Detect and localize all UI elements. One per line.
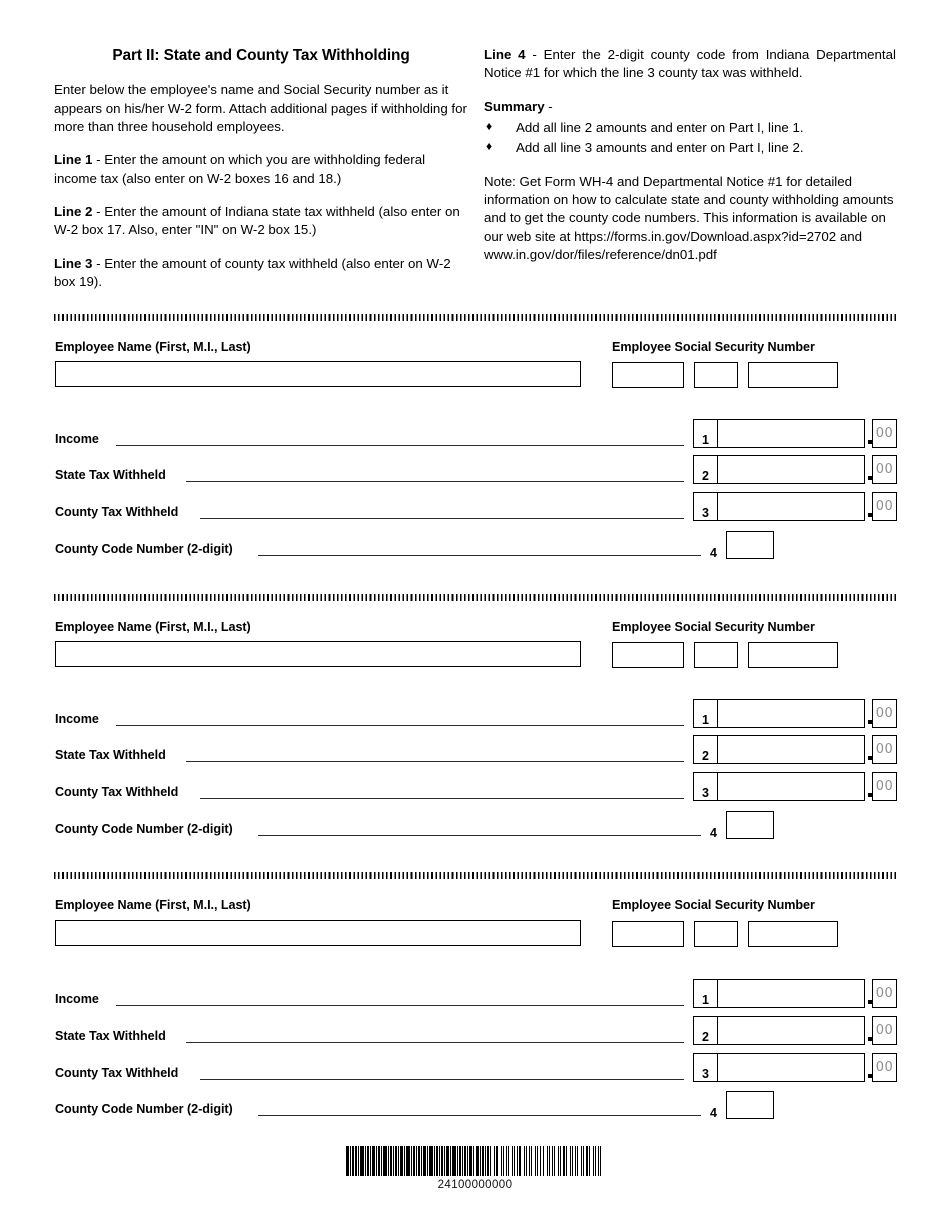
county-tax-leader-line [200, 1079, 684, 1081]
state-tax-label: State Tax Withheld [55, 1029, 166, 1043]
summary-heading [484, 98, 896, 116]
ssn-label: Employee Social Security Number [612, 340, 815, 354]
state-tax-leader-line [186, 481, 684, 483]
income-cents-box: 00 [872, 419, 897, 448]
barcode-section [0, 1133, 950, 1191]
line-number-1: 1 [694, 700, 718, 727]
income-cents-box: 00 [872, 979, 897, 1008]
instructions-section [54, 46, 896, 301]
line-number-4: 4 [710, 546, 717, 560]
line2-label: Line 2 [54, 203, 93, 219]
ssn-part1-input[interactable] [612, 921, 684, 947]
income-leader-line [116, 725, 684, 727]
county-code-row [0, 528, 950, 558]
line3-paragraph [54, 255, 468, 292]
income-amount-box[interactable] [693, 419, 865, 448]
state-tax-amount-input[interactable] [718, 456, 864, 483]
employee-name-label: Employee Name (First, M.I., Last) [55, 620, 251, 634]
barcode-number: 24100000000 [437, 1179, 513, 1191]
state-tax-leader-line [186, 761, 684, 763]
ssn-part2-input[interactable] [694, 642, 738, 668]
state-tax-leader-line [186, 1042, 684, 1044]
section-separator-2 [54, 594, 896, 601]
income-cents-box: 00 [872, 699, 897, 728]
income-label: Income [55, 992, 99, 1006]
income-leader-line [116, 445, 684, 447]
county-code-input[interactable] [726, 811, 774, 839]
employee-name-input[interactable] [55, 920, 581, 946]
line-number-1: 1 [694, 980, 718, 1007]
income-label: Income [55, 432, 99, 446]
county-tax-leader-line [200, 518, 684, 520]
line4-paragraph [484, 46, 896, 83]
line2-paragraph [54, 203, 468, 240]
county-code-label: County Code Number (2-digit) [55, 542, 233, 556]
income-label: Income [55, 712, 99, 726]
county-code-leader-line [258, 555, 701, 557]
county-code-input[interactable] [726, 1091, 774, 1119]
summary-bullet-text: Add all line 3 amounts and enter on Part I, line 2. [516, 140, 804, 156]
section-separator-1 [54, 314, 896, 321]
ssn-part1-input[interactable] [612, 362, 684, 388]
employee-name-label: Employee Name (First, M.I., Last) [55, 898, 251, 912]
county-tax-amount-box[interactable] [693, 1053, 865, 1082]
ssn-part1-input[interactable] [612, 642, 684, 668]
ssn-part3-input[interactable] [748, 362, 838, 388]
line2-text: - Enter the amount of Indiana state tax withheld (also enter on W-2 box 17. Also, enter "IN" on W-2 box 15.) [54, 203, 460, 238]
ssn-label: Employee Social Security Number [612, 898, 815, 912]
instructions-right-column [484, 46, 896, 264]
county-code-row [0, 808, 950, 838]
summary-label: Summary [484, 98, 545, 114]
county-code-label: County Code Number (2-digit) [55, 1102, 233, 1116]
state-tax-label: State Tax Withheld [55, 468, 166, 482]
ssn-part2-input[interactable] [694, 921, 738, 947]
summary-bullet-list [484, 119, 896, 158]
line-number-2: 2 [694, 456, 718, 483]
line-number-2: 2 [694, 1017, 718, 1044]
line-number-3: 3 [694, 1054, 718, 1081]
county-tax-cents-box: 00 [872, 492, 897, 521]
line-number-1: 1 [694, 420, 718, 447]
income-amount-box[interactable] [693, 699, 865, 728]
state-tax-amount-input[interactable] [718, 1017, 864, 1044]
line4-label: Line 4 [484, 47, 526, 62]
ssn-part2-input[interactable] [694, 362, 738, 388]
form-barcode [346, 1146, 605, 1176]
line1-paragraph [54, 151, 468, 188]
county-tax-label: County Tax Withheld [55, 505, 179, 519]
county-code-input[interactable] [726, 531, 774, 559]
county-tax-label: County Tax Withheld [55, 1066, 179, 1080]
state-tax-amount-box[interactable] [693, 455, 865, 484]
state-tax-amount-box[interactable] [693, 735, 865, 764]
summary-bullet-text: Add all line 2 amounts and enter on Part I, line 1. [516, 120, 804, 136]
income-amount-box[interactable] [693, 979, 865, 1008]
income-amount-input[interactable] [718, 420, 864, 447]
county-tax-cents-box: 00 [872, 772, 897, 801]
line3-text: - Enter the amount of county tax withheld (also enter on W-2 box 19). [54, 255, 451, 289]
state-tax-label: State Tax Withheld [55, 748, 166, 762]
state-tax-cents-box: 00 [872, 455, 897, 484]
line1-label: Line 1 [54, 152, 93, 168]
county-code-row [0, 1088, 950, 1118]
line-number-3: 3 [694, 493, 718, 520]
county-tax-cents-box: 00 [872, 1053, 897, 1082]
state-tax-cents-box: 00 [872, 735, 897, 764]
summary-bullet-item [484, 119, 896, 137]
employee-name-input[interactable] [55, 641, 581, 667]
state-tax-cents-box: 00 [872, 1016, 897, 1045]
county-tax-amount-input[interactable] [718, 493, 864, 520]
income-leader-line [116, 1005, 684, 1007]
county-tax-amount-box[interactable] [693, 492, 865, 521]
county-tax-amount-input[interactable] [718, 773, 864, 800]
line-number-2: 2 [694, 736, 718, 763]
section-separator-3 [54, 872, 896, 879]
line-number-3: 3 [694, 773, 718, 800]
county-tax-leader-line [200, 798, 684, 800]
line1-text: - Enter the amount on which you are withholding federal income tax (also enter on W-2 boxes 16 and 18.) [54, 152, 426, 186]
ssn-label: Employee Social Security Number [612, 620, 815, 634]
line4-text: - Enter the 2-digit county code from Indiana Departmental Notice #1 for which the line 3 county tax was withheld. [484, 47, 896, 81]
employee-name-input[interactable] [55, 361, 581, 387]
note-paragraph: Note: Get Form WH-4 and Departmental Notice #1 for detailed information on how to calculate state and county withholding amounts and to get the county code numbers. This information is available on our web site at https://forms.in.gov/Download.aspx?id=2702 and www.in.gov/dor/files/reference/dn01.pdf [484, 173, 894, 263]
county-code-leader-line [258, 835, 701, 837]
employee-name-label: Employee Name (First, M.I., Last) [55, 340, 251, 354]
county-tax-amount-input[interactable] [718, 1054, 864, 1081]
summary-bullet-item [484, 139, 896, 157]
line-number-4: 4 [710, 1106, 717, 1120]
state-tax-amount-box[interactable] [693, 1016, 865, 1045]
line3-label: Line 3 [54, 255, 93, 271]
income-amount-input[interactable] [718, 700, 864, 727]
income-amount-input[interactable] [718, 980, 864, 1007]
state-tax-amount-input[interactable] [718, 736, 864, 763]
diamond-bullet-icon: ♦ [486, 119, 493, 134]
county-tax-amount-box[interactable] [693, 772, 865, 801]
county-tax-label: County Tax Withheld [55, 785, 179, 799]
ssn-part3-input[interactable] [748, 921, 838, 947]
page-title: Part II: State and County Tax Withholding [112, 47, 410, 64]
intro-paragraph: Enter below the employee's name and Social Security number as it appears on his/her W-2 form. Attach additional pages if withholding for more than three household employees. [54, 82, 467, 134]
line-number-4: 4 [710, 826, 717, 840]
county-code-label: County Code Number (2-digit) [55, 822, 233, 836]
summary-dash: - [544, 98, 553, 114]
instructions-left-column [54, 46, 468, 291]
ssn-part3-input[interactable] [748, 642, 838, 668]
diamond-bullet-icon: ♦ [486, 139, 493, 154]
county-code-leader-line [258, 1115, 701, 1117]
